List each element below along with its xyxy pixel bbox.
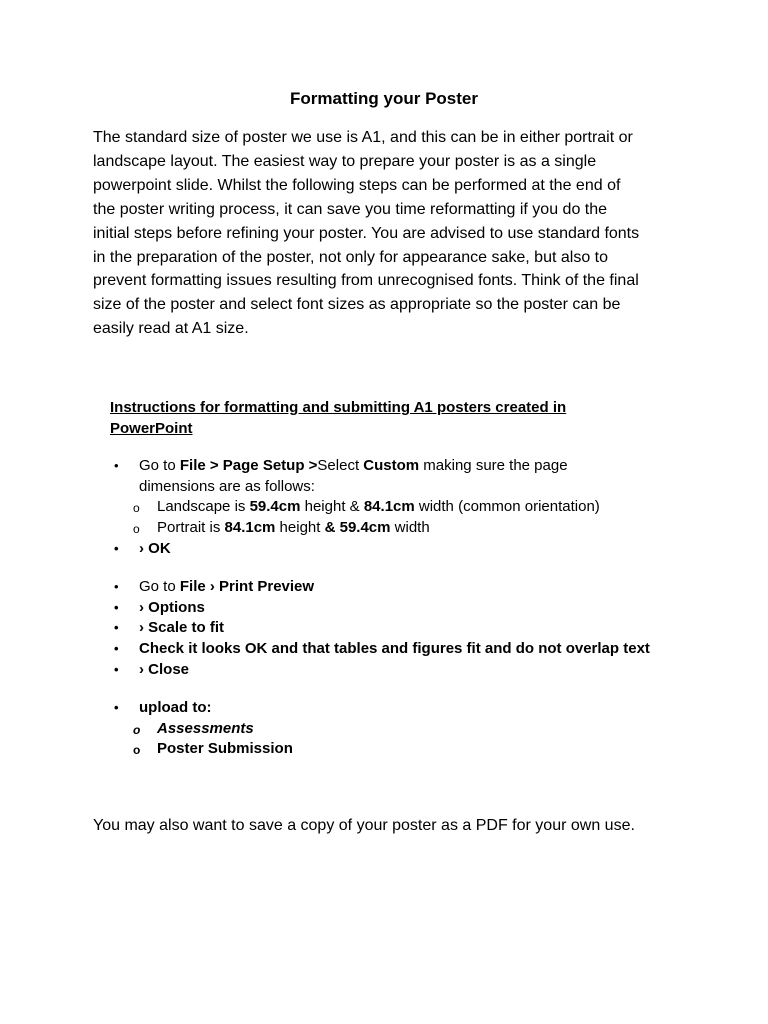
dim-text: height — [275, 519, 325, 537]
instructions-heading — [110, 397, 670, 439]
intro-line: the poster writing process, it can save you time reformatting if you do the — [93, 200, 608, 218]
intro-line: initial steps before refining your poster. You are advised to use standard fonts — [93, 224, 640, 242]
sublist-item-poster-submission: o Poster Submission — [110, 739, 710, 760]
list-item-scale-to-fit: • › Scale to fit — [110, 618, 710, 639]
list-item-check: • Check it looks OK and that tables and figures fit and do not overlap text — [110, 639, 710, 660]
dimensions-sublist — [110, 497, 710, 538]
intro-line: The standard size of poster we use is A1, and this can be in either portrait or — [93, 129, 633, 146]
intro-line: easily read at A1 size. — [93, 320, 249, 338]
sublist-item-assessments: o Assessments — [110, 719, 710, 740]
step-text: Select — [317, 457, 364, 474]
intro-line: in the preparation of the poster, not only for appearance sake, but also to — [93, 248, 609, 266]
intro-line: size of the poster and select font sizes as appropriate so the poster can be — [93, 296, 621, 314]
dim-text: Landscape is — [157, 498, 250, 516]
intro-paragraph — [93, 126, 683, 341]
upload-sublist — [110, 719, 710, 760]
intro-line: prevent formatting issues resulting from unrecognised fonts. Think of the final — [93, 272, 639, 290]
list-item-ok: • › OK — [110, 539, 710, 560]
dim-text: Portrait is — [157, 519, 225, 537]
print-preview-steps — [110, 577, 710, 681]
list-item-page-setup — [110, 456, 710, 539]
dim-value: 84.1cm — [363, 498, 415, 516]
page-title: Formatting your Poster — [290, 89, 478, 108]
instructions-heading-line-2: PowerPoint — [110, 420, 193, 437]
step-text: Go to — [139, 578, 180, 595]
instructions-heading-line-1: Instructions for formatting and submitting A1 posters created in — [110, 399, 567, 416]
intro-line: powerpoint slide. Whilst the following steps can be performed at the end of — [93, 176, 621, 194]
step-text: upload to: — [139, 699, 212, 716]
closing-paragraph: You may also want to save a copy of your poster as a PDF for your own use. — [93, 817, 635, 834]
sublist-item-landscape — [110, 497, 710, 518]
list-item-print-preview — [110, 577, 710, 598]
sublist-item-portrait — [110, 518, 710, 539]
dim-text: width — [390, 519, 430, 537]
step-text: Go to — [139, 457, 180, 474]
step-option-custom: Custom — [363, 457, 420, 474]
step-text: making sure the page — [419, 457, 568, 474]
dim-value: & 59.4cm — [324, 519, 391, 537]
list-item-options: • › Options — [110, 598, 710, 619]
list-item-upload — [110, 698, 710, 760]
step-menu-path: File › Print Preview — [179, 578, 315, 595]
dim-text: width (common orientation) — [414, 498, 600, 516]
step-text: dimensions are as follows: — [139, 477, 315, 495]
dim-text: height & — [300, 498, 364, 516]
dim-value: 84.1cm — [224, 519, 276, 537]
step-menu-path: File > Page Setup > — [179, 457, 318, 474]
page-setup-steps — [110, 456, 710, 560]
dim-value: 59.4cm — [249, 498, 301, 516]
intro-line: landscape layout. The easiest way to prepare your poster is as a single — [93, 152, 597, 170]
list-item-close: • › Close — [110, 660, 710, 681]
upload-steps — [110, 698, 710, 760]
